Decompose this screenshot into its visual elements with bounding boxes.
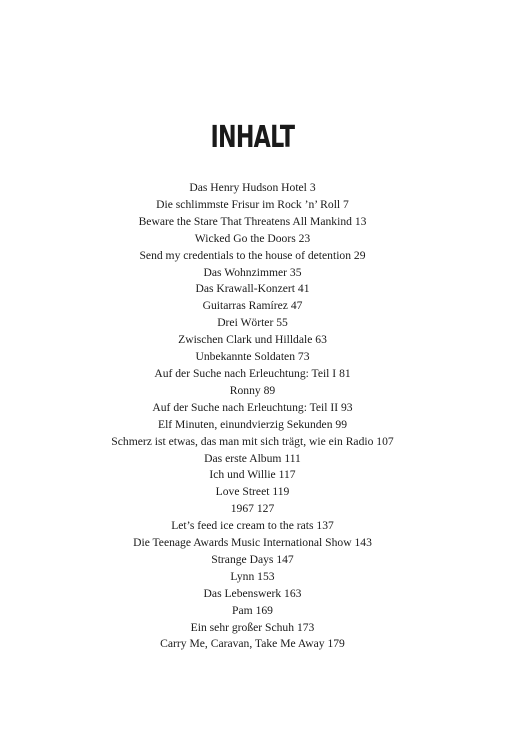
toc-entry-page-number: 153 bbox=[257, 569, 275, 583]
toc-entry-title: Let’s feed ice cream to the rats bbox=[171, 519, 314, 533]
toc-heading: INHALT bbox=[210, 120, 295, 155]
toc-entry-title: Ein sehr großer Schuh bbox=[190, 620, 295, 634]
toc-entry bbox=[0, 383, 505, 400]
toc-entry bbox=[0, 484, 505, 501]
toc-entry-page-number: 47 bbox=[290, 299, 303, 313]
toc-entry-title: Die Teenage Awards Music International Show bbox=[133, 536, 352, 550]
toc-entry-title: Strange Days bbox=[211, 552, 274, 566]
toc-entry-page-number: 7 bbox=[343, 197, 349, 211]
toc-entry bbox=[0, 265, 505, 282]
toc-entry bbox=[0, 535, 505, 552]
toc-entry-page-number: 63 bbox=[315, 333, 327, 347]
toc-entry-title: Carry Me, Caravan, Take Me Away bbox=[160, 637, 325, 651]
toc-entry-page-number: 23 bbox=[298, 231, 311, 245]
toc-entry bbox=[0, 248, 505, 265]
toc-entry bbox=[0, 569, 505, 586]
toc-entry-title: 1967 bbox=[230, 502, 254, 516]
toc-entry-title: Zwischen Clark und Hilldale bbox=[178, 333, 313, 347]
toc-entry-page-number: 119 bbox=[272, 485, 290, 499]
toc-entry-page-number: 35 bbox=[289, 265, 302, 279]
toc-entry-page-number: 73 bbox=[297, 350, 310, 364]
toc-entry-title: Send my credentials to the house of detention bbox=[139, 248, 352, 262]
toc-entry-page-number: 89 bbox=[263, 383, 276, 397]
toc-entry-page-number: 13 bbox=[354, 214, 367, 228]
toc-entry bbox=[0, 231, 505, 248]
toc-entry-title: Das Krawall-Konzert bbox=[195, 282, 295, 296]
toc-entry bbox=[0, 214, 505, 231]
toc-entry bbox=[0, 586, 505, 603]
toc-entry-title: Love Street bbox=[215, 485, 270, 499]
toc-entry-page-number: 41 bbox=[297, 282, 310, 296]
toc-entry-title: Ronny bbox=[229, 383, 261, 397]
toc-entry-title: Auf der Suche nach Erleuchtung: Teil I bbox=[154, 366, 337, 380]
toc-entry-title: Drei Wörter bbox=[217, 316, 274, 330]
toc-entry bbox=[0, 298, 505, 315]
toc-entry bbox=[0, 620, 505, 637]
toc-entry bbox=[0, 518, 505, 535]
toc-entry-title: Lynn bbox=[230, 569, 255, 583]
toc-entry bbox=[0, 451, 505, 468]
toc-entry-title: Beware the Stare That Threatens All Mankind bbox=[138, 214, 352, 228]
toc-entry-page-number: 29 bbox=[353, 248, 366, 262]
toc-entry-title: Das Henry Hudson Hotel bbox=[189, 181, 307, 194]
toc-entry bbox=[0, 501, 505, 518]
toc-entry bbox=[0, 400, 505, 417]
toc-entry-page-number: 127 bbox=[256, 502, 275, 516]
toc-entry bbox=[0, 636, 505, 653]
toc-entry bbox=[0, 467, 505, 484]
toc-entry-title: Schmerz ist etwas, das man mit sich trägt, wie ein Radio bbox=[111, 434, 374, 448]
toc-entry-page-number: 81 bbox=[339, 366, 351, 380]
toc-entry-page-number: 163 bbox=[284, 586, 302, 600]
toc-entry bbox=[0, 434, 505, 451]
toc-entry bbox=[0, 332, 505, 349]
toc-entry bbox=[0, 197, 505, 214]
toc-entry-page-number: 143 bbox=[354, 536, 372, 550]
toc-entry bbox=[0, 180, 505, 197]
toc-entry-title: Guitarras Ramírez bbox=[202, 299, 288, 313]
toc-entry bbox=[0, 281, 505, 298]
toc-entry-title: Elf Minuten, einundvierzig Sekunden bbox=[157, 417, 333, 431]
toc-entry-title: Das erste Album bbox=[204, 451, 282, 465]
toc-entry bbox=[0, 603, 505, 620]
toc-entry-page-number: 169 bbox=[255, 603, 273, 617]
toc-entry-page-number: 111 bbox=[284, 451, 301, 465]
toc-entry-title: Pam bbox=[232, 603, 253, 617]
toc-entry-title: Die schlimmste Frisur im Rock ’n’ Roll bbox=[156, 197, 341, 211]
toc-entry-title: Wicked Go the Doors bbox=[194, 231, 296, 245]
toc-entry-page-number: 55 bbox=[276, 316, 288, 330]
toc-entry bbox=[0, 552, 505, 569]
toc-entry bbox=[0, 366, 505, 383]
toc-entry-page-number: 179 bbox=[327, 637, 345, 651]
toc-entry-page-number: 3 bbox=[309, 181, 316, 194]
toc-entry bbox=[0, 349, 505, 366]
toc-entry bbox=[0, 315, 505, 332]
toc-entry-page-number: 173 bbox=[296, 620, 315, 634]
table-of-contents bbox=[0, 180, 505, 653]
toc-entry-title: Unbekannte Soldaten bbox=[195, 350, 295, 364]
toc-entry-title: Auf der Suche nach Erleuchtung: Teil II bbox=[152, 400, 339, 414]
toc-entry-page-number: 107 bbox=[376, 434, 394, 448]
toc-entry-page-number: 93 bbox=[341, 400, 353, 414]
toc-entry-title: Das Lebenswerk bbox=[203, 586, 282, 600]
toc-entry-title: Ich und Willie bbox=[209, 468, 276, 482]
toc-entry-title: Das Wohnzimmer bbox=[203, 265, 288, 279]
toc-entry-page-number: 99 bbox=[335, 417, 347, 431]
toc-entry bbox=[0, 417, 505, 434]
toc-entry-page-number: 117 bbox=[278, 468, 296, 482]
toc-entry-page-number: 137 bbox=[316, 519, 334, 533]
toc-entry-page-number: 147 bbox=[276, 552, 294, 566]
